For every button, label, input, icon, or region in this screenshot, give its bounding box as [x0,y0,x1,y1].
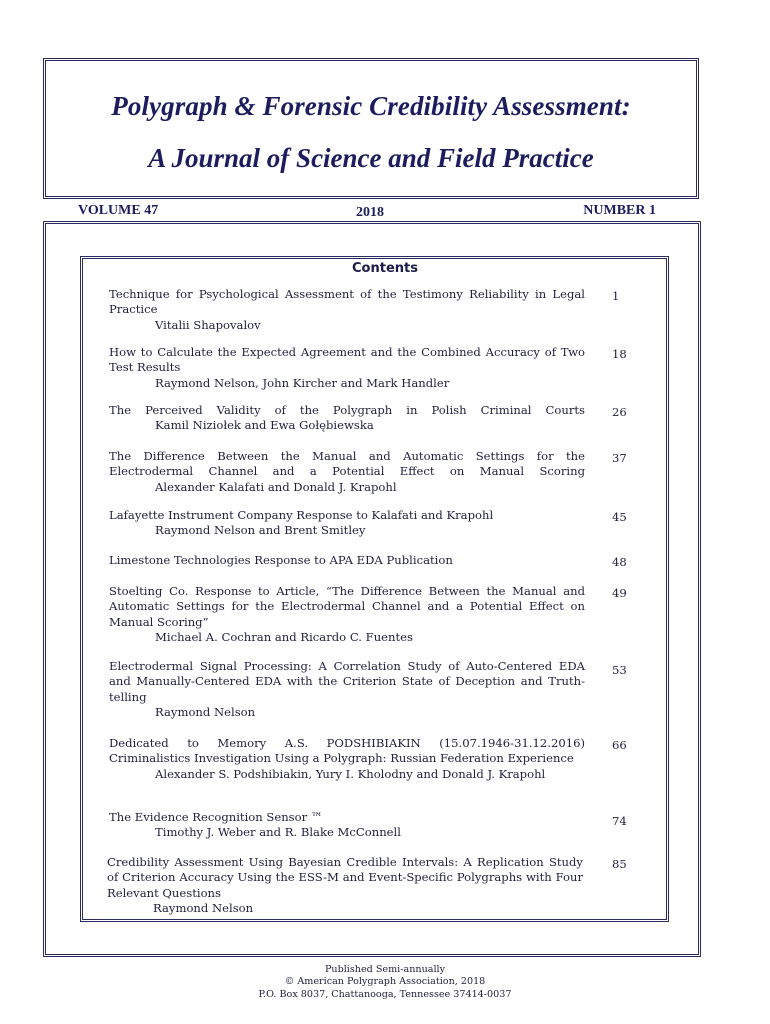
toc-entry-authors: Timothy J. Weber and R. Blake McConnell [155,825,401,840]
toc-entry-authors: Raymond Nelson, John Kircher and Mark Handler [155,375,450,390]
toc-entry-page: 45 [612,510,627,524]
toc-entry[interactable] [109,553,585,568]
journal-title-line1: Polygraph & Forensic Credibility Assessment: [111,91,631,121]
toc-entry-authors: Alexander S. Podshibiakin, Yury I. Kholodny and Donald J. Krapohl [155,766,546,781]
issue-info-row [78,203,656,221]
toc-entry-title: Dedicated to Memory A.S. PODSHIBIAKIN (15.07.1946-31.12.2016) Criminalistics Investigation Using a Polygraph: Russian Federation Experience [109,736,585,766]
toc-entry[interactable] [109,403,585,434]
toc-entry-title: Stoelting Co. Response to Article, “The Difference Between the Manual and Automatic Settings for the Electrodermal Channel and a Potential Effect on Manual Scoring” [109,584,585,629]
toc-entry[interactable] [109,810,585,841]
toc-entry-authors: Raymond Nelson [153,901,254,916]
toc-entry-title: Lafayette Instrument Company Response to Kalafati and Krapohl [109,508,494,522]
toc-entry-title: The Difference Between the Manual and Automatic Settings for the Electrodermal Channel and a Potential Effect on Manual Scoring [109,449,585,479]
toc-entry-authors: Kamil Niziołek and Ewa Gołębiewska [155,418,374,433]
toc-entry[interactable] [109,659,585,721]
toc-entry-page: 85 [612,857,627,871]
toc-entry[interactable] [109,287,585,333]
toc-entry-page: 48 [612,555,627,569]
footer-copyright: © American Polygraph Association, 2018 [284,976,486,988]
toc-entry[interactable] [107,855,583,917]
toc-entry-page: 74 [612,814,627,828]
toc-entry-page: 18 [612,347,627,361]
journal-title-box [43,58,699,199]
toc-entry[interactable] [109,449,585,495]
footer-frequency: Published Semi-annually [324,964,446,975]
year-label: 2018 [356,205,384,220]
toc-entry-page: 53 [612,663,627,677]
toc-entry-page: 66 [612,738,627,752]
toc-entry[interactable] [109,584,585,646]
toc-entry[interactable] [109,345,585,391]
toc-entry-title: The Evidence Recognition Sensor ™ [109,810,323,824]
toc-entry-title: How to Calculate the Expected Agreement and the Combined Accuracy of Two Test Results [109,345,585,375]
toc-entry-title: Electrodermal Signal Processing: A Correlation Study of Auto-Centered EDA and Manually-Centered EDA with the Criterion State of Deception and Truth-telling [109,659,585,704]
toc-entry-page: 49 [612,586,627,600]
journal-title-line2: A Journal of Science and Field Practice [148,143,594,173]
footer-address: P.O. Box 8037, Chattanooga, Tennessee 37414-0037 [258,988,512,1000]
toc-entry-page: 26 [612,405,627,419]
toc-entry-authors: Raymond Nelson and Brent Smitley [155,523,366,538]
toc-entry-title: Credibility Assessment Using Bayesian Credible Intervals: A Replication Study of Criterion Accuracy Using the ESS-M and Event-Specific Polygraphs with Four Relevant Questions [107,855,583,900]
publisher-footer [0,964,770,1001]
toc-entry-authors: Vitalii Shapovalov [155,317,261,332]
toc-entry-title: The Perceived Validity of the Polygraph in Polish Criminal Courts [109,403,585,417]
toc-entry-title: Technique for Psychological Assessment of the Testimony Reliability in Legal Practice [109,287,585,317]
toc-entry-page: 1 [612,289,620,303]
toc-entry-authors: Alexander Kalafati and Donald J. Krapohl [155,479,397,494]
number-label: NUMBER 1 [583,203,656,218]
toc-entry-page: 37 [612,451,627,465]
toc-entry-title: Limestone Technologies Response to APA EDA Publication [109,553,453,567]
toc-entry[interactable] [109,508,585,539]
toc-entry-authors: Raymond Nelson [155,705,256,720]
contents-heading: Contents [352,261,418,276]
volume-label: VOLUME 47 [78,203,159,218]
toc-entry-authors: Michael A. Cochran and Ricardo C. Fuentes [155,630,413,645]
toc-entry[interactable] [109,736,585,782]
